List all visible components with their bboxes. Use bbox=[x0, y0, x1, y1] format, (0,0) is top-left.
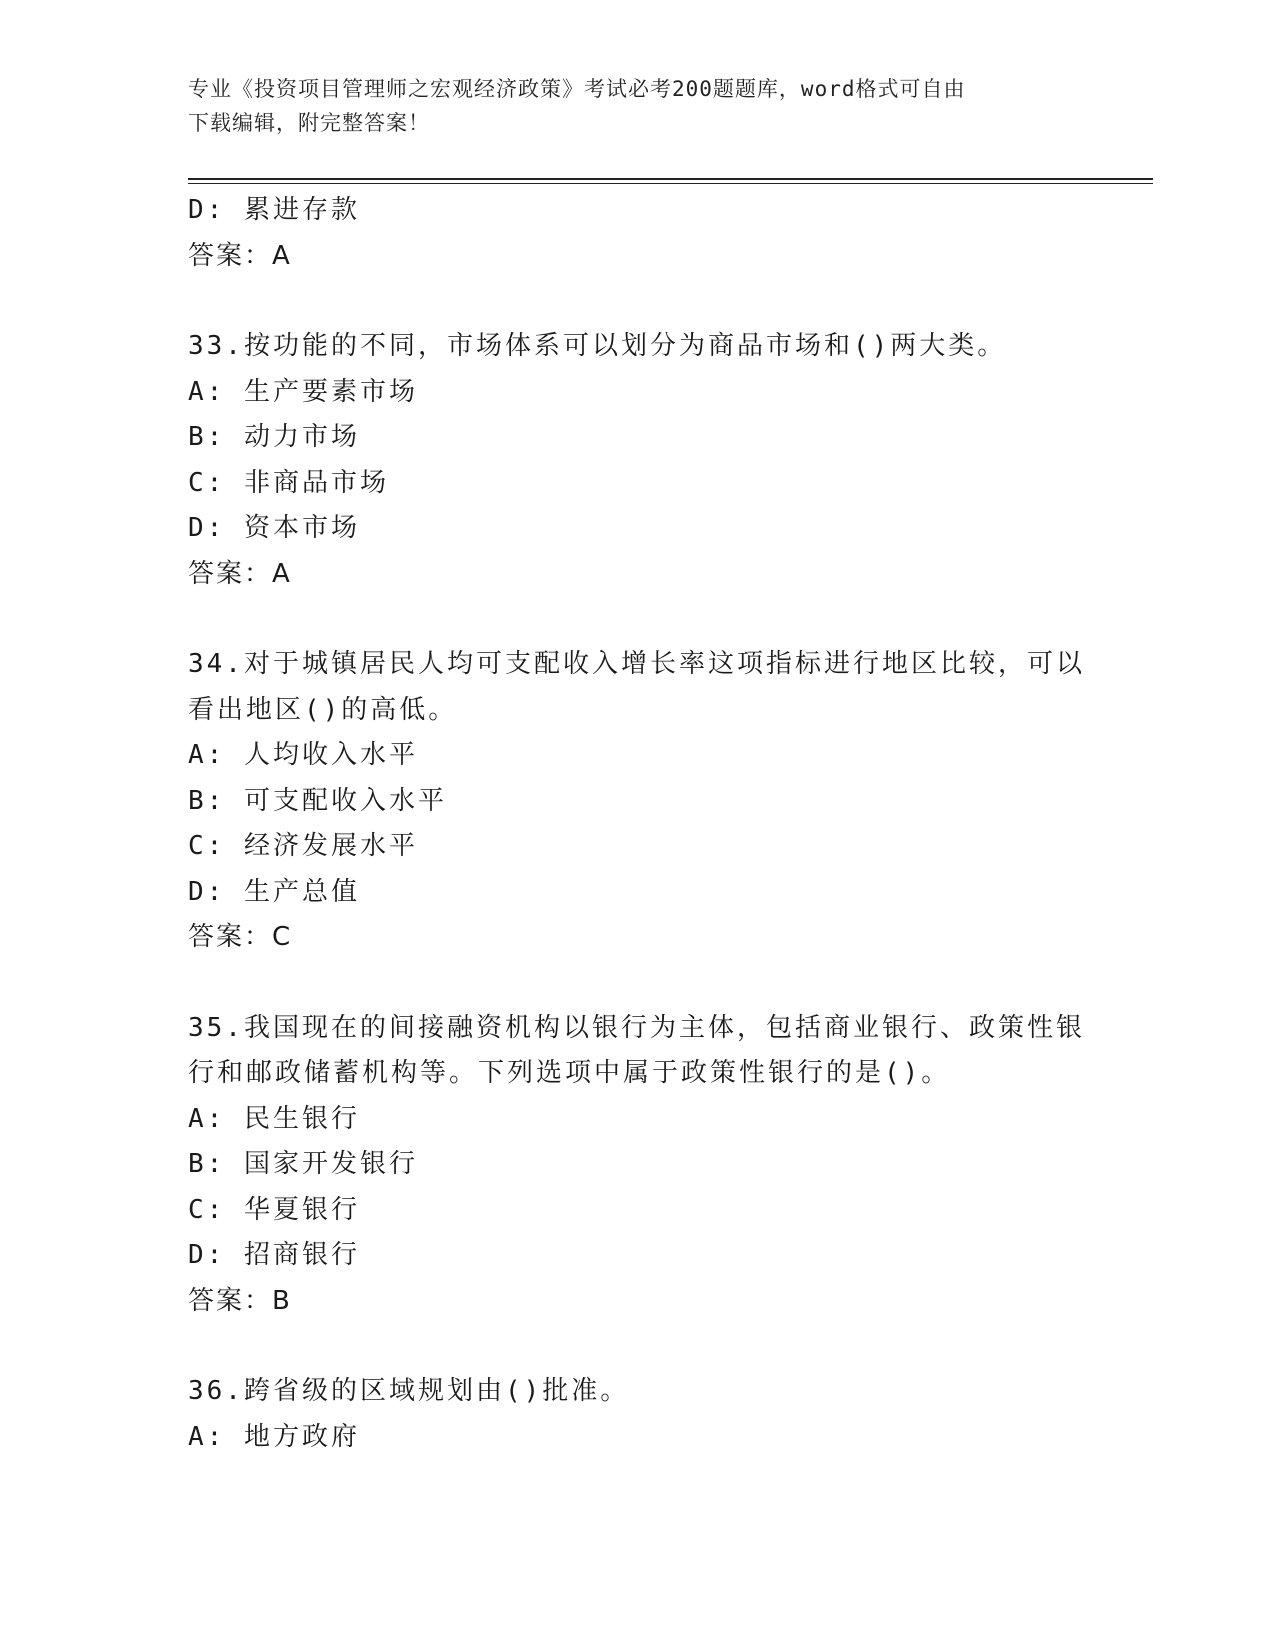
question-stem-line-2: 看出地区()的高低。 bbox=[188, 694, 458, 725]
document-header bbox=[188, 72, 1088, 140]
header-rule-thin bbox=[188, 183, 1153, 184]
option-a: A: 民生银行 bbox=[188, 1103, 360, 1134]
option-a: A: 地方政府 bbox=[188, 1421, 360, 1452]
question-33 bbox=[188, 324, 1088, 597]
answer: 答案：A bbox=[188, 240, 292, 271]
option-b: B: 可支配收入水平 bbox=[188, 785, 447, 816]
option-a: A: 生产要素市场 bbox=[188, 376, 418, 407]
header-line-1: 专业《投资项目管理师之宏观经济政策》考试必考200题题库，word格式可自由 bbox=[188, 77, 966, 101]
question-35 bbox=[188, 1006, 1088, 1325]
option-d: D: 资本市场 bbox=[188, 513, 360, 543]
question-stem-line-2: 行和邮政储蓄机构等。下列选项中属于政策性银行的是()。 bbox=[188, 1058, 951, 1088]
option-c: C: 非商品市场 bbox=[188, 467, 389, 498]
option-d: D: 累进存款 bbox=[188, 195, 360, 225]
answer: 答案：C bbox=[188, 922, 293, 952]
question-stem-line-1: 35.我国现在的间接融资机构以银行为主体，包括商业银行、政策性银 bbox=[188, 1012, 1085, 1043]
question-32 bbox=[188, 188, 1088, 279]
question-34 bbox=[188, 642, 1088, 961]
option-b: B: 国家开发银行 bbox=[188, 1149, 418, 1179]
option-b: B: 动力市场 bbox=[188, 422, 360, 452]
option-d: D: 招商银行 bbox=[188, 1240, 360, 1270]
option-c: C: 经济发展水平 bbox=[188, 831, 418, 861]
question-36 bbox=[188, 1369, 1088, 1460]
header-rule-thick bbox=[188, 178, 1153, 180]
answer: 答案：B bbox=[188, 1285, 292, 1316]
option-a: A: 人均收入水平 bbox=[188, 740, 418, 770]
question-list bbox=[188, 188, 1088, 1460]
question-stem-line-1: 34.对于城镇居民人均可支配收入增长率这项指标进行地区比较，可以 bbox=[188, 649, 1085, 679]
question-stem: 36.跨省级的区域规划由()批准。 bbox=[188, 1376, 630, 1406]
option-d: D: 生产总值 bbox=[188, 876, 360, 907]
option-c: C: 华夏银行 bbox=[188, 1194, 360, 1225]
question-stem: 33.按功能的不同，市场体系可以划分为商品市场和()两大类。 bbox=[188, 331, 1007, 361]
header-line-2: 下载编辑，附完整答案！ bbox=[188, 111, 430, 135]
answer: 答案：A bbox=[188, 558, 292, 589]
